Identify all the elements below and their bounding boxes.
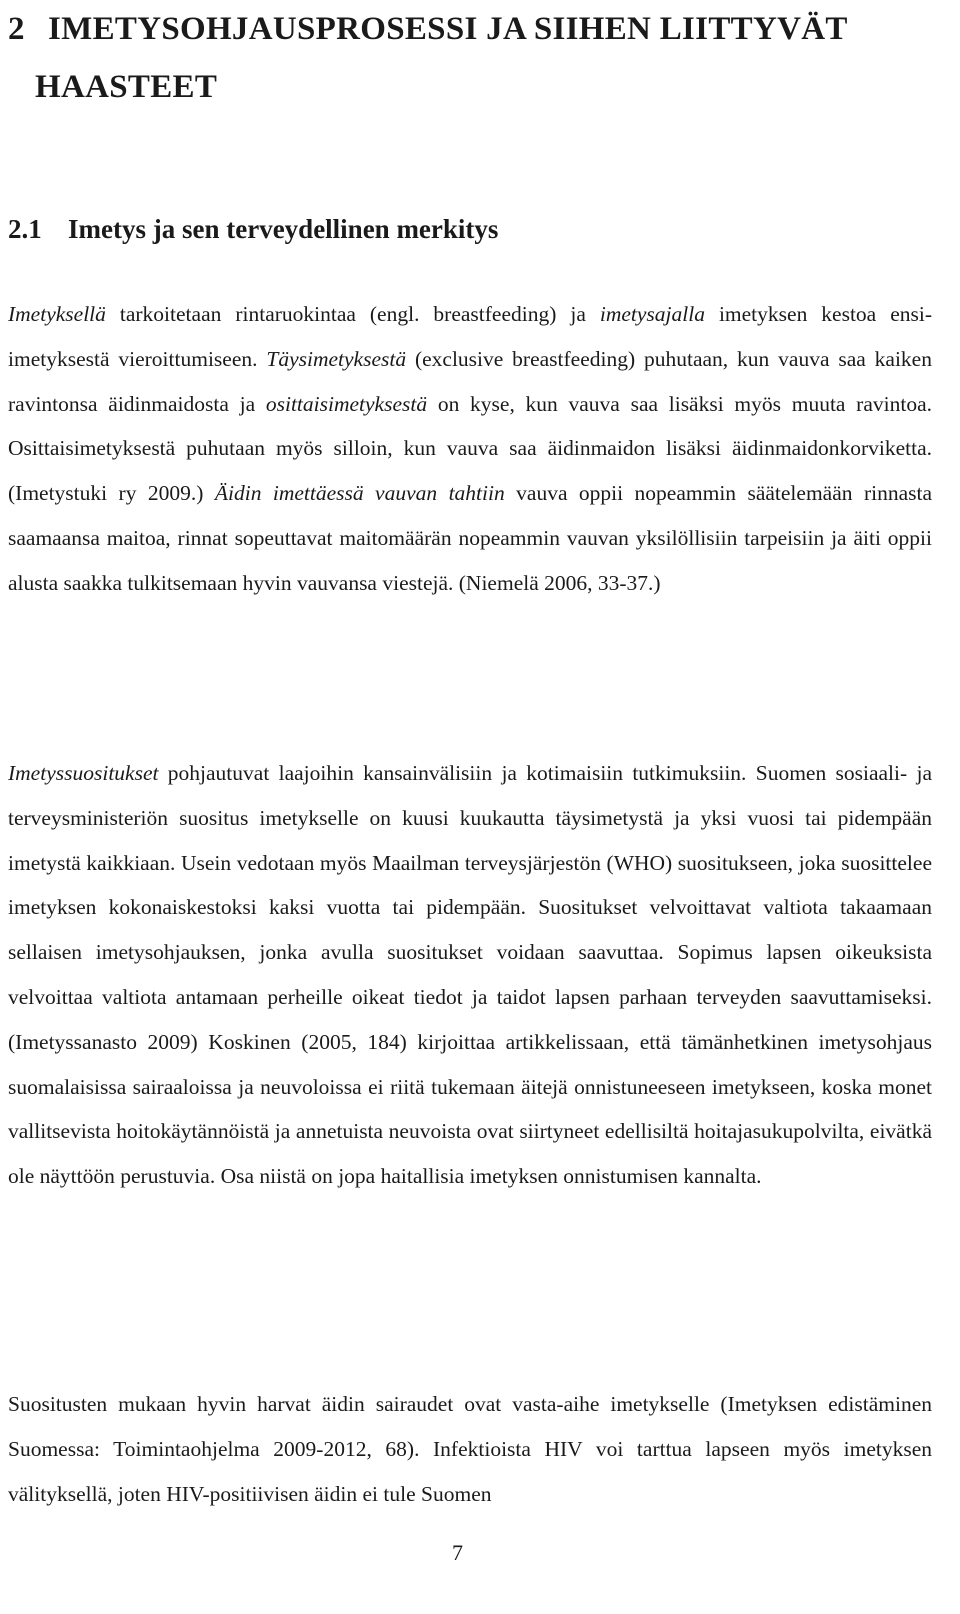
term-aidin-imettaessa: Äidin imettäessä vauvan tahtiin bbox=[214, 481, 505, 506]
section-number: 2.1 bbox=[8, 214, 42, 244]
term-osittaisimetyksesta: osittaisimetyksestä bbox=[265, 391, 428, 416]
chapter-title-line2: HAASTEET bbox=[35, 69, 218, 105]
paragraph-1-text-b: imetyksen kestoa ensi-imetyksestä vieroittumiseen. bbox=[8, 302, 932, 371]
section-heading bbox=[8, 212, 498, 246]
paragraph-3: Suositusten mukaan hyvin harvat äidin sairaudet ovat vasta-aihe imetykselle (Imetyksen edistäminen Suomessa: Toimintaohjelma 2009-2012, 68). Infektioista HIV voi tarttua lapseen myös imetyksen välityksellä, joten HIV-positiivisen äidin ei tule Suomen bbox=[8, 1392, 932, 1506]
page-number: 7 bbox=[452, 1540, 463, 1565]
paragraph-1 bbox=[8, 292, 932, 606]
chapter-heading bbox=[8, 0, 932, 116]
document-page bbox=[8, 0, 933, 1506]
section-title: Imetys ja sen terveydellinen merkitys bbox=[68, 214, 499, 244]
paragraph-2 bbox=[8, 751, 932, 1199]
term-imetyssuositukset: Imetyssuositukset bbox=[8, 761, 159, 785]
chapter-number: 2 bbox=[8, 11, 25, 47]
paragraph-1-text-a: tarkoitetaan rintaruokintaa (engl. breastfeeding) ja bbox=[105, 302, 600, 326]
term-taysimetyksesta: Täysimetyksestä bbox=[266, 346, 407, 371]
term-imetysajalla: imetysajalla bbox=[599, 302, 705, 326]
term-imetyksella: Imetyksellä bbox=[8, 302, 106, 326]
chapter-title-line1: IMETYSOHJAUSPROSESSI JA SIIHEN LIITTYVÄT bbox=[48, 11, 848, 47]
paragraph-1-text-c: (exclusive breastfeeding) puhutaan, kun vauva saa kaiken ravintonsa äidinmaidosta ja bbox=[8, 346, 932, 416]
paragraph-2-text: pohjautuvat laajoihin kansainvälisiin ja kotimaisiin tutkimuksiin. Suomen sosiaali- ja terveysministeriön suositus imetykselle on kuusi kuukautta täysimetystä ja yksi vuosi tai pidempään imetystä kaikkiaan. Usein vedotaan myös Maailman terveysjärjestön (WHO) suositukseen, joka suosittelee imetyksen kokonaiskestoksi kaksi vuotta tai pidempään. Suositukset velvoittavat valtiota takaamaan sellaisen imetysohjauksen, jonka avulla suositukset voidaan saavuttaa. Sopimus lapsen oikeuksista velvoittaa valtiota antamaan perheille oikeat tiedot ja taidot lapsen parhaan terveyden saavuttamiseksi. (Imetyssanasto 2009) Koskinen (2005, 184) kirjoittaa artikkelissaan, että tämänhetkinen imetysohjaus suomalaisissa sairaaloissa ja neuvoloissa ei riitä tukemaan äitejä onnistuneeseen imetykseen, koska monet vallitsevista hoitokäytännöistä ja annetuista neuvoista ovat siirtyneet edellisiltä hoitajasukupolvilta, eivätkä ole näyttöön perustuvia. Osa niistä on jopa haitallisia imetyksen onnistumisen kannalta. bbox=[8, 761, 932, 1189]
paragraph-1-text-e: vauva oppii nopeammin säätelemään rinnasta saamaansa maitoa, rinnat sopeuttavat maitomäärän nopeammin vauvan yksilöllisiin tarpeisiin ja äiti oppii alusta saakka tulkitsemaan hyvin vauvansa viestejä. (Niemelä 2006, 33-37.) bbox=[8, 481, 932, 595]
paragraph-1-text-d: on kyse, kun vauva saa lisäksi myös muuta ravintoa. Osittaisimetyksestä puhutaan myös silloin, kun vauva saa äidinmaidon lisäksi äidinmaidonkorviketta. (Imetystuki ry 2009.) bbox=[8, 391, 933, 506]
